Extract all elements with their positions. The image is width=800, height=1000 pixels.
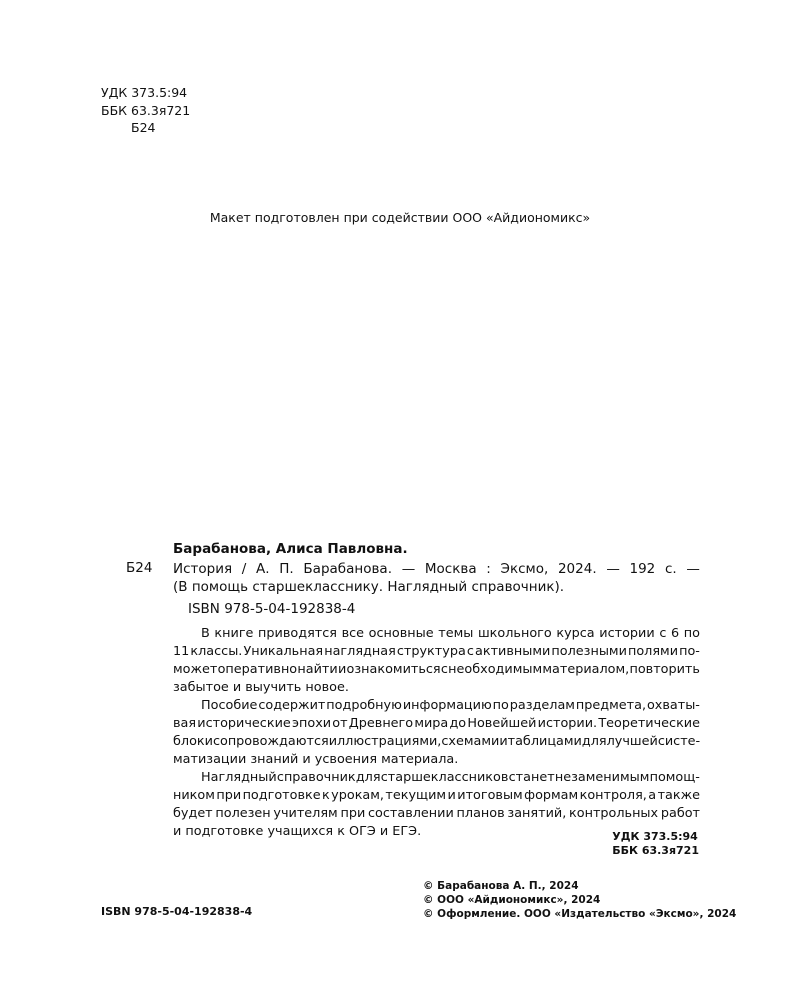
word: / xyxy=(241,561,247,577)
word: учителям xyxy=(273,806,338,821)
word: иллюстрациями, xyxy=(328,734,442,749)
bottom-bbk-code: ББК 63.3я721 xyxy=(612,844,699,857)
word: темы xyxy=(438,626,474,641)
word: полезен xyxy=(215,806,271,821)
word: — xyxy=(401,561,416,577)
record-author: Барабанова, Алиса Павловна. xyxy=(173,541,408,557)
text-line xyxy=(173,643,700,661)
text-line xyxy=(173,625,700,643)
word: истории xyxy=(599,626,655,641)
word: содержит xyxy=(258,698,326,713)
word: эпохи xyxy=(291,716,332,731)
text-line xyxy=(173,733,700,751)
word: итоговым xyxy=(457,788,523,803)
word: составлении xyxy=(368,806,454,821)
word: Новейшей xyxy=(467,716,537,731)
bbk-code: ББК 63.3я721 xyxy=(101,102,191,118)
word: от xyxy=(332,716,348,731)
word: повторить xyxy=(629,662,700,677)
bottom-isbn: ISBN 978-5-04-192838-4 xyxy=(101,905,253,918)
bottom-udk-code: УДК 373.5:94 xyxy=(612,830,698,843)
word: контроля, xyxy=(579,788,647,803)
word: таблицами xyxy=(507,734,582,749)
word: текущим xyxy=(385,788,447,803)
word: с xyxy=(466,644,474,659)
author-sign: Б24 xyxy=(131,120,156,135)
word: по xyxy=(683,626,700,641)
annotation xyxy=(173,625,700,841)
word: с xyxy=(659,626,667,641)
word: систе- xyxy=(657,734,701,749)
copyright-list xyxy=(423,879,736,921)
word: структура xyxy=(396,644,466,659)
word: 2024. xyxy=(557,561,597,577)
text-line xyxy=(173,578,700,596)
word: схемами xyxy=(441,734,500,749)
text-line xyxy=(173,679,700,697)
record-isbn: ISBN 978-5-04-192838-4 xyxy=(188,601,356,617)
word: истории. xyxy=(537,716,598,731)
word: мира xyxy=(414,716,449,731)
word: забытое и выучить новое. xyxy=(173,680,349,695)
word: сопровождаются xyxy=(212,734,329,749)
word: 11 xyxy=(173,644,190,659)
text-line xyxy=(173,715,700,733)
word: к xyxy=(322,788,330,803)
word: по xyxy=(492,698,509,713)
word: — xyxy=(606,561,620,577)
word: Древнего xyxy=(348,716,414,731)
word: блоки xyxy=(173,734,213,749)
word: предмета, xyxy=(575,698,647,713)
word: подготовке xyxy=(242,788,321,803)
word: с. xyxy=(664,561,677,577)
word: подробную xyxy=(326,698,402,713)
word: классы. xyxy=(190,644,243,659)
word: также xyxy=(657,788,700,803)
word: матизации знаний и усвоения материала. xyxy=(173,752,459,767)
word: может xyxy=(173,662,218,677)
word: старшеклассников xyxy=(380,770,509,785)
word: вая xyxy=(173,716,197,731)
text-line xyxy=(173,805,700,823)
classification-codes xyxy=(101,84,190,137)
text-line xyxy=(173,769,700,787)
copyright-line: © Барабанова А. П., 2024 xyxy=(423,880,579,892)
layout-credit: Макет подготовлен при содействии ООО «Айдиономикс» xyxy=(209,210,591,225)
word: и xyxy=(337,662,347,677)
text-line xyxy=(173,787,700,805)
word: В xyxy=(201,626,210,641)
word: незаменимым xyxy=(554,770,650,785)
word: материалом, xyxy=(542,662,630,677)
word: активными xyxy=(475,644,551,659)
word: для xyxy=(355,770,381,785)
word: формам xyxy=(524,788,579,803)
word: : xyxy=(486,561,491,577)
word: (В помощь старшекласснику. Наглядный справочник). xyxy=(173,579,565,595)
word: ознакомиться xyxy=(346,662,441,677)
word: урокам, xyxy=(331,788,384,803)
word: работ xyxy=(660,806,700,821)
text-line xyxy=(173,661,700,679)
word: необходимым xyxy=(448,662,543,677)
record-index: Б24 xyxy=(126,560,153,576)
word: полезными xyxy=(551,644,627,659)
word: с xyxy=(440,662,448,677)
word: помощ- xyxy=(649,770,700,785)
word: при xyxy=(216,788,242,803)
word: а xyxy=(648,788,657,803)
word: Москва xyxy=(424,561,477,577)
word: П. xyxy=(279,561,294,577)
word: все xyxy=(341,626,365,641)
word: по- xyxy=(679,644,700,659)
word: — xyxy=(686,561,700,577)
word: Теоретические xyxy=(598,716,700,731)
word: основные xyxy=(368,626,434,641)
udk-code: УДК 373.5:94 xyxy=(101,85,188,100)
word: Барабанова. xyxy=(303,561,392,577)
word: 6 xyxy=(670,626,680,641)
word: исторические xyxy=(197,716,291,731)
word: ником xyxy=(173,788,215,803)
text-line xyxy=(173,697,700,715)
word: 192 xyxy=(629,561,656,577)
bottom-classification-codes xyxy=(612,830,699,858)
word: Пособие xyxy=(201,698,258,713)
word: История xyxy=(173,561,233,577)
word: Эксмо, xyxy=(500,561,549,577)
word: лучшей xyxy=(606,734,658,749)
word: и xyxy=(447,788,456,803)
word: для xyxy=(581,734,607,749)
word: станет xyxy=(508,770,555,785)
word: охваты- xyxy=(646,698,700,713)
text-line xyxy=(173,751,700,769)
word: оперативно xyxy=(217,662,298,677)
word: Наглядный xyxy=(201,770,277,785)
word: и подготовке учащихся к ОГЭ и ЕГЭ. xyxy=(173,824,422,839)
word: информацию xyxy=(402,698,492,713)
word: контрольных xyxy=(569,806,659,821)
word: Уникальная xyxy=(243,644,324,659)
word: школьного xyxy=(477,626,552,641)
record-description xyxy=(173,560,700,596)
copyright-line: © Оформление. ООО «Издательство «Эксмо», 2024 xyxy=(423,908,737,920)
word: приводятся xyxy=(258,626,337,641)
word: до xyxy=(449,716,467,731)
word: найти xyxy=(297,662,338,677)
word: будет xyxy=(173,806,213,821)
word: справочник xyxy=(276,770,356,785)
word: курса xyxy=(556,626,595,641)
word: разделам xyxy=(509,698,575,713)
word: книге xyxy=(214,626,254,641)
word: и xyxy=(499,734,508,749)
text-line xyxy=(173,560,700,578)
copyright-line: © ООО «Айдиономикс», 2024 xyxy=(423,894,601,906)
word: полями xyxy=(627,644,679,659)
word: планов xyxy=(456,806,505,821)
word: при xyxy=(340,806,366,821)
word: наглядная xyxy=(324,644,396,659)
word: А. xyxy=(256,561,270,577)
word: занятий, xyxy=(507,806,567,821)
